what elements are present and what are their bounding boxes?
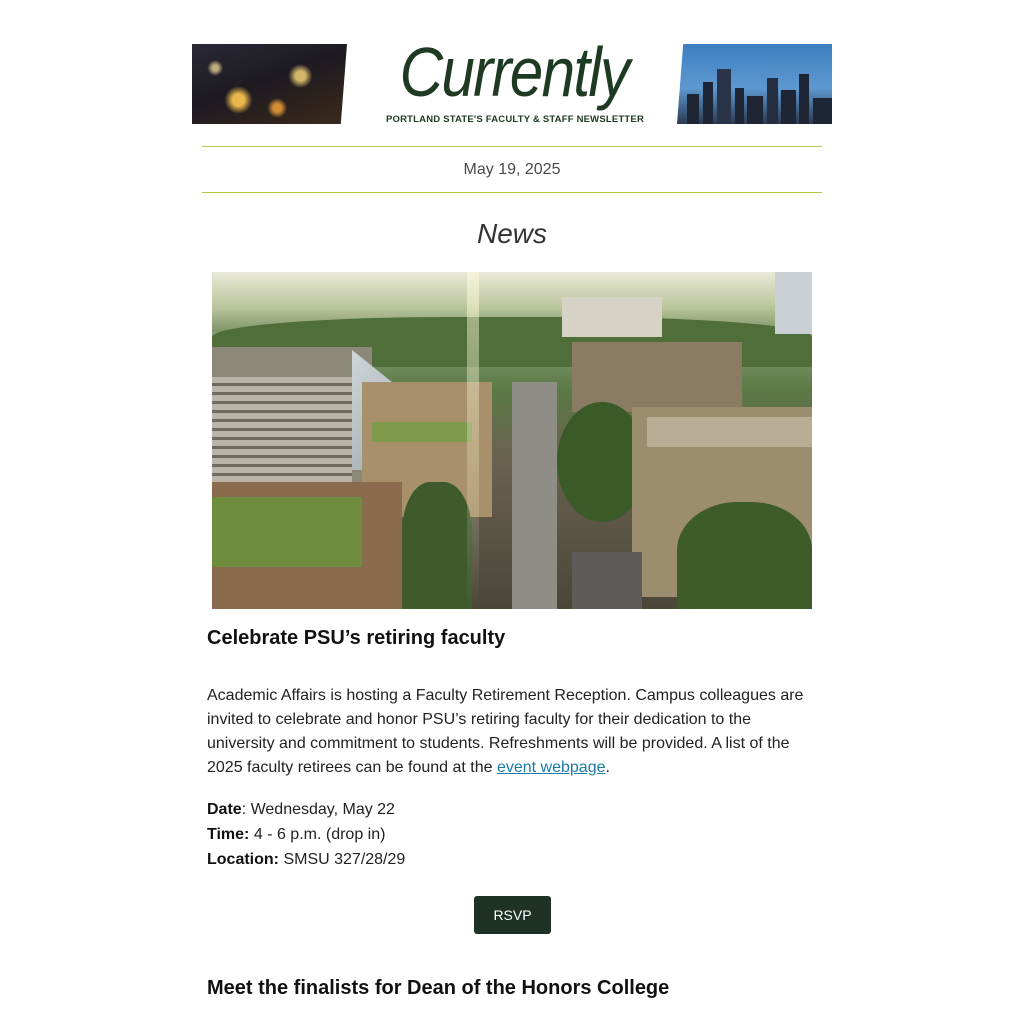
campus-aerial-photo [212, 272, 812, 609]
event-time-row [207, 822, 817, 847]
article-body [207, 684, 817, 780]
rsvp-button[interactable]: RSVP [474, 896, 551, 934]
event-location-row [207, 847, 817, 872]
issue-date: May 19, 2025 [202, 146, 822, 193]
event-date-value: : Wednesday, May 22 [241, 801, 395, 818]
masthead [192, 33, 832, 125]
section-title: News [476, 218, 547, 249]
event-date-row [207, 797, 817, 822]
event-location-label: Location: [207, 851, 279, 868]
event-date-label: Date [207, 801, 242, 818]
article-title-honors-dean: Meet the finalists for Dean of the Honors College [207, 977, 670, 999]
event-location-value: SMSU 327/28/29 [279, 851, 406, 868]
event-webpage-link[interactable]: event webpage [496, 759, 606, 776]
article-body-text: Academic Affairs is hosting a Faculty Retirement Reception. Campus colleagues are invited to celebrate and honor PSU’s retiring faculty for their dedication to the university and commitment to students. Refreshments will be provided. A list of the 2025 faculty retirees can be found at the [207, 687, 804, 776]
event-details [207, 797, 817, 872]
skyline-photo [677, 44, 832, 124]
article-body-end: . [605, 759, 610, 776]
newsletter-wordmark: Currently [399, 33, 629, 111]
event-time-value: 4 - 6 p.m. (drop in) [249, 826, 386, 843]
article-title-retiring-faculty: Celebrate PSU’s retiring faculty [207, 627, 506, 649]
event-time-label: Time: [207, 826, 250, 843]
night-city-photo [192, 44, 347, 124]
newsletter-tagline: PORTLAND STATE'S FACULTY & STAFF NEWSLETTER [385, 114, 645, 125]
